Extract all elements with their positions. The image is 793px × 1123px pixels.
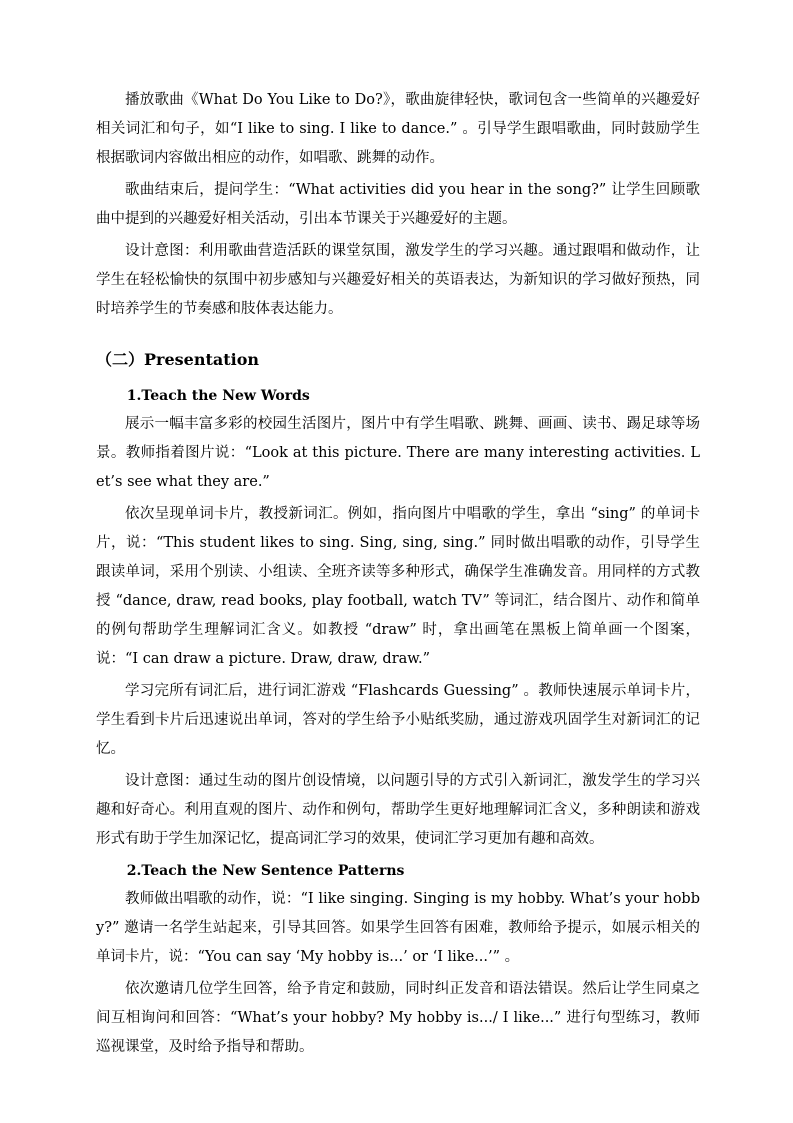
paragraph-design-intent-words: 设计意图：通过生动的图片创设情境，以问题引导的方式引入新词汇，激发学生的学习兴趣和好奇心。利用直观的图片、动作和例句，帮助学生更好地理解词汇含义，多种朗读和游戏形式有助于学生加深记忆，提高词汇学习的效果，使词汇学习更加有趣和高效。: [96, 773, 700, 847]
subsection-title-new-words: 1.Teach the New Words: [126, 388, 310, 404]
paragraph-words-game: 学习完所有词汇后，进行词汇游戏 “Flashcards Guessing” 。教师快速展示单词卡片，学生看到卡片后迅速说出单词，答对的学生给予小贴纸奖励，通过游戏巩固学生对新词汇的记忆。: [96, 683, 700, 757]
paragraph-song-question: 歌曲结束后，提问学生：“What activities did you hear in the song?” 让学生回顾歌曲中提到的兴趣爱好相关活动，引出本节课关于兴趣爱好的主题。: [96, 182, 700, 227]
section-title-presentation: （二）Presentation: [96, 350, 259, 369]
paragraph-words-picture: 展示一幅丰富多彩的校园生活图片，图片中有学生唱歌、跳舞、画画、读书、踢足球等场景。教师指着图片说：“Look at this picture. There are many interesting activities. Let’s see what they are.”: [96, 416, 700, 490]
document-page: [96, 86, 700, 1065]
paragraph-sentences-practice: 依次邀请几位学生回答，给予肯定和鼓励，同时纠正发音和语法错误。然后让学生同桌之间互相询问和回答：“What’s your hobby? My hobby is.../ I like...” 进行句型练习，教师巡视课堂，及时给予指导和帮助。: [96, 981, 700, 1055]
paragraph-song-intro: 播放歌曲《What Do You Like to Do?》，歌曲旋律轻快，歌词包含一些简单的兴趣爱好相关词汇和句子，如“I like to sing. I like to dance.” 。引导学生跟唱歌曲，同时鼓励学生根据歌词内容做出相应的动作，如唱歌、跳舞的动作。: [96, 92, 700, 166]
paragraph-sentences-demo: 教师做出唱歌的动作，说：“I like singing. Singing is my hobby. What’s your hobby?” 邀请一名学生站起来，引导其回答。如果学生回答有困难，教师给予提示，如展示相关的单词卡片，说：“You can say ‘My hobby is...’ or ‘I like...’” 。: [96, 891, 700, 965]
paragraph-design-intent-warmup: 设计意图：利用歌曲营造活跃的课堂氛围，激发学生的学习兴趣。通过跟唱和做动作，让学生在轻松愉快的氛围中初步感知与兴趣爱好相关的英语表达，为新知识的学习做好预热，同时培养学生的节奏感和肢体表达能力。: [96, 243, 700, 317]
subsection-title-sentence-patterns: 2.Teach the New Sentence Patterns: [126, 863, 405, 879]
paragraph-words-cards: 依次呈现单词卡片，教授新词汇。例如，指向图片中唱歌的学生，拿出 “sing” 的单词卡片，说：“This student likes to sing. Sing, sing, sing.” 同时做出唱歌的动作，引导学生跟读单词，采用个别读、小组读、全班齐读等多种形式，确保学生准确发音。用同样的方式教授 “dance, draw, read books, play football, watch TV” 等词汇，结合图片、动作和简单的例句帮助学生理解词汇含义。如教授 “draw” 时，拿出画笔在黑板上简单画一个图案，说：“I can draw a picture. Draw, draw, draw.”: [96, 506, 700, 667]
